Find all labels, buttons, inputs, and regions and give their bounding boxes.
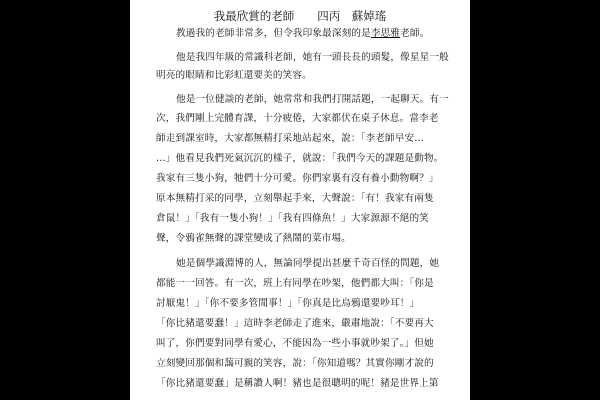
text-segment: 教過我的老師非常多，但令我印象最深刻的是: [176, 28, 371, 39]
paragraph-3-line: 聲，令鴉雀無聲的課堂變成了熱鬧的菜市場。: [156, 233, 351, 244]
paragraph-3-line: 師走到課室時，大家都無精打采地站起來，說：「李老師早安…: [156, 133, 425, 144]
paragraph-4-line: 討厭鬼！」「你不要多管閒事！」「你真是比烏鴉還要吵耳！」: [156, 298, 420, 309]
paragraph-4-line: 立刻變回那個和藹可親的笑容，說：「你知道嗎？其實你剛才說的: [156, 358, 434, 369]
teacher-name: 李思雅: [370, 28, 401, 39]
paragraph-3-line: 倉鼠！」「我有一隻小狗！」「我有四條魚！」大家源源不絕的笑: [156, 213, 429, 224]
paragraph-1-line: [176, 27, 429, 41]
paragraph-4-line: 「你比豬還要蠢！」這時李老師走了進來，嚴肅地說：「不要再大: [156, 318, 434, 329]
paragraph-4-line: 都能一一回答。有一次，班上有同學在吵架，他們都大叫：「你是: [156, 278, 434, 289]
paragraph-4-line: 「你比豬還要蠢」是稱讚人啊！豬也是很聰明的呢！豬是世界上第: [156, 378, 439, 389]
document-page: [130, 0, 470, 400]
paragraph-3-line: 我家有三隻小狗，牠們十分可愛。你們家裏有沒有養小動物啊？」: [156, 173, 439, 184]
paragraph-4-line: 叫了，你們要對同學有愛心，不能因為一些小事就吵架了。」但她: [156, 338, 434, 349]
paragraph-3-line: 次，我們剛上完體育課，十分疲倦，大家都伏在桌子休息。當李老: [156, 113, 439, 124]
document-title: 我最欣賞的老師 四丙 蘇婥瑤: [213, 9, 387, 23]
paragraph-3-line: 他是一位健談的老師，她常常和我們打開話題，一起聊天。有一: [176, 94, 449, 105]
paragraph-2-line: 明亮的眼睛和比彩虹還要美的笑容。: [156, 70, 312, 81]
paragraph-3-line: …」他看見我們死氣沉沉的樣子，就說：「我們今天的課題是動物。: [156, 153, 444, 164]
paragraph-4-line: 她是個學識淵博的人，無論同學提出甚麼千奇百怪的問題，她: [176, 258, 440, 269]
paragraph-3-line: 原本無精打采的同學，立刻舉起手來，大聲說：「有！我家有兩隻: [156, 193, 434, 204]
text-segment: 老師。: [400, 28, 430, 39]
paragraph-2-line: 他是我四年級的常識科老師，她有一頭長長的頭髮，像星星一般: [176, 52, 449, 63]
